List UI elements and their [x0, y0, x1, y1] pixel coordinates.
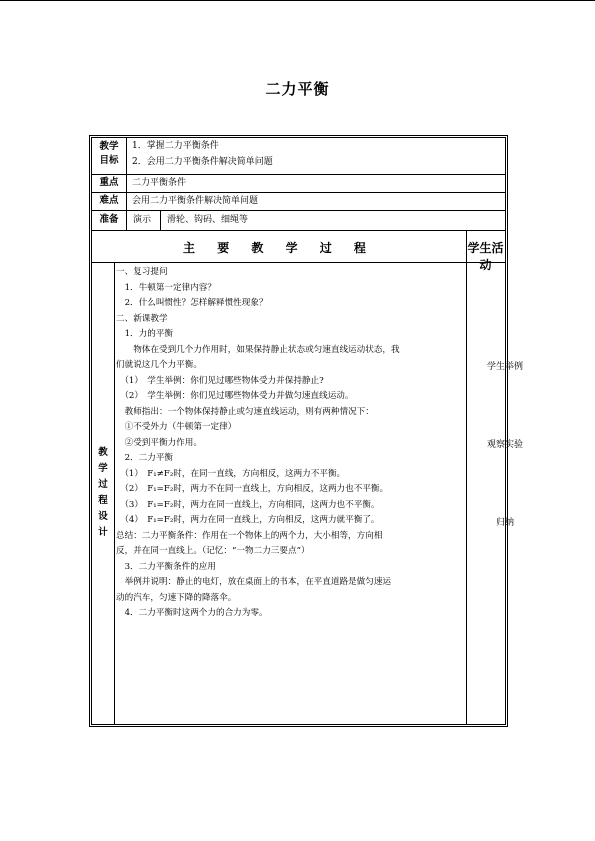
content-line: 一、复习提问	[116, 267, 168, 277]
page-title: 二力平衡	[265, 80, 330, 98]
student-activity-header: 学生活动	[467, 241, 504, 272]
process-design-label	[94, 445, 112, 541]
student-activity-note: 归纳	[495, 518, 514, 528]
content-line: ①不受外力（牛顿第一定律）	[116, 422, 237, 432]
teaching-goal-label	[92, 140, 126, 168]
content-line: ②受到平衡力作用。	[116, 437, 202, 448]
content-line: 二、新课教学	[116, 313, 168, 324]
content-line: 2．二力平衡	[116, 453, 174, 463]
process-label-char: 计	[98, 527, 108, 538]
process-header: 主 要 教 学 过 程	[183, 241, 375, 255]
teaching-goal-line-1: 1．掌握二力平衡条件	[132, 141, 219, 151]
content-line: （3） F₁=F₂时，两力在同一直线上，方向相同，这两力也不平衡。	[116, 499, 380, 510]
content-line: （2） F₁=F₂时，两力不在同一直线上，方向相反，这两力也不平衡。	[116, 484, 389, 494]
teaching-goal-line-2: 2．会用二力平衡条件解决简单问题	[132, 157, 273, 167]
content-line: 举例并说明：静止的电灯，放在桌面上的书本，在平直道路是做匀速运	[116, 577, 392, 587]
row-divider	[92, 262, 505, 263]
content-line: （4） F₁=F₂时，两力在同一直线上，方向相反，这两力就平衡了。	[116, 515, 380, 525]
column-divider	[126, 138, 127, 230]
row-divider	[92, 174, 505, 175]
column-divider	[160, 210, 161, 230]
lesson-content	[116, 265, 464, 622]
column-divider	[466, 230, 467, 724]
student-activity-note: 观察实验	[486, 440, 523, 450]
process-label-char: 教	[98, 447, 108, 458]
row-divider	[92, 192, 505, 193]
process-label-char: 程	[98, 495, 108, 506]
process-label-char: 学	[98, 463, 108, 474]
teaching-goal-label-line1: 教学	[99, 141, 119, 152]
process-label-char: 设	[98, 511, 108, 522]
content-line: 4．二力平衡时这两个力的合力为零。	[116, 608, 268, 618]
row-divider	[92, 210, 505, 211]
content-line: 教师指出：一个物体保持静止或匀速直线运动，则有两种情况下：	[116, 406, 374, 417]
content-line: 2．什么叫惯性？怎样解释惯性现象？	[116, 298, 268, 308]
difficulty-text: 会用二力平衡条件解决简单问题	[132, 196, 259, 206]
key-point-text: 二力平衡条件	[132, 178, 187, 188]
content-line: 动的汽车，匀速下降的降落伞。	[116, 592, 237, 603]
process-label-char: 过	[98, 479, 108, 490]
row-divider	[92, 230, 505, 231]
content-line: 反，并在同一直线上。（记忆：“一物二力三要点”）	[116, 546, 310, 556]
content-line: 总结：二力平衡条件：作用在一个物体上的两个力，大小相等，方向相	[116, 530, 383, 541]
difficulty-label: 难点	[99, 195, 119, 206]
content-line: （1） 学生举例：你们见过哪些物体受力并保持静止?	[116, 375, 324, 386]
content-line: 3．二力平衡条件的应用	[116, 561, 216, 572]
key-point-label: 重点	[99, 177, 119, 188]
content-line: 们就说这几个力平衡。	[116, 360, 202, 370]
top-rule	[0, 0, 595, 1]
column-divider	[114, 262, 115, 724]
preparation-sublabel: 演示	[133, 215, 152, 225]
content-line: 物体在受到几个力作用时，如果保持静止状态或匀速直线运动状态，我	[116, 344, 400, 355]
preparation-label: 准备	[99, 214, 119, 225]
content-line: 1．力的平衡	[116, 329, 174, 339]
content-line: （1） F₁≠F₂时，在同一直线，方向相反，这两力不平衡。	[116, 468, 346, 479]
teaching-goal-label-line2: 目标	[99, 155, 119, 166]
content-line: （2） 学生举例：你们见过哪些物体受力并做匀速直线运动。	[116, 391, 354, 401]
student-activity-note: 学生举例	[486, 362, 523, 372]
preparation-text: 滑轮、钩码、细绳等	[167, 215, 249, 225]
content-line: 1．牛顿第一定律内容？	[116, 282, 216, 293]
